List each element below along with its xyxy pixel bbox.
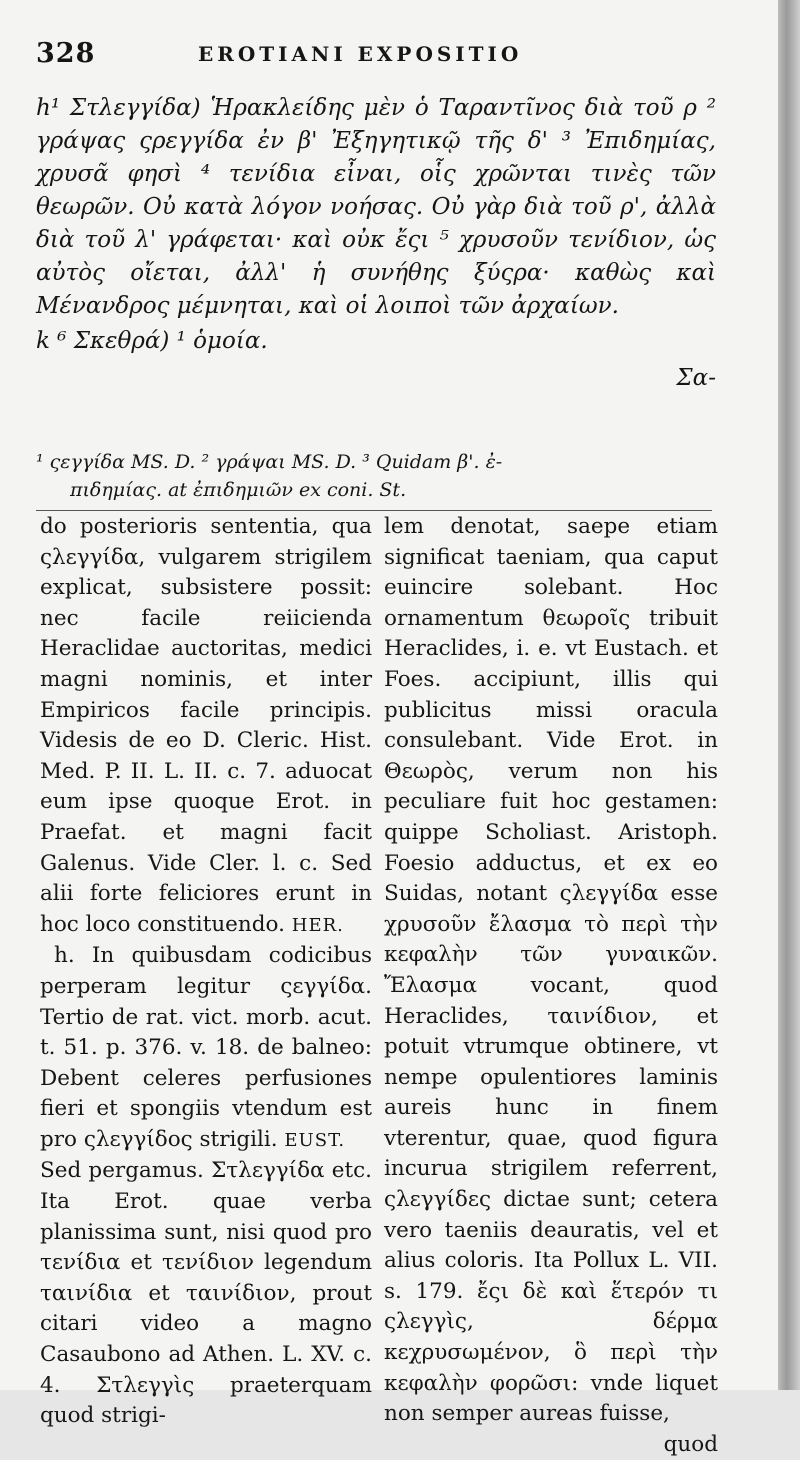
commentary-paragraph: do posterioris sententia, qua ςλεγγίδα, vulgarem strigilem explicat, subsistere possit: nec facile reiicienda Heraclidae auctoritas, medici magni nominis, et inter Empiricos facile principis. Videsis de eo D. Cleric. Hist. Med. P. II. L. II. c. 7. aduocat eum ipse quoque Erot. in Praefat. et magni facit Galenus. Vide Cler. l. c. Sed alii forte feliciores erunt in hoc loco constituendo. HER. <box>40 514 372 937</box>
apparatus-line: πιδημίας. at ἐπιδημιῶν ex coni. St. <box>70 479 407 501</box>
apparatus-line: ¹ ςεγγίδα MS. D. ² γράψαι MS. D. ³ Quidam β'. ἐ- <box>36 451 503 473</box>
author-sign: EUST. <box>284 1129 346 1151</box>
author-sign: HER. <box>291 914 344 936</box>
page-header <box>36 38 716 74</box>
commentary-paragraph: Sed pergamus. Στλεγγίδα etc. Ita Erot. quae verba planissima sunt, nisi quod pro τενίδια et τενίδιον legendum ταινίδια et ταινίδιον, prout citari video a magno Casaubono ad Athen. L. XV. c. 4. Στλεγγὶς praeterquam quod strigi- <box>40 1158 372 1429</box>
commentary-left-column <box>40 512 372 1432</box>
commentary-right-column <box>384 512 718 1460</box>
catchword: quod <box>663 1431 718 1457</box>
greek-catchword: Σα- <box>676 365 716 391</box>
running-title: EROTIANI EXPOSITIO <box>198 42 523 66</box>
page-edge <box>778 0 800 1390</box>
greek-entry-k: k ⁶ Σκεθρά) ¹ ὁμοία. <box>36 328 268 354</box>
commentary-paragraph: lem denotat, saepe etiam significat taeniam, qua caput euincire solebant. Hoc ornamentum θεωροῖς tribuit Heraclides, i. e. vt Eustach. et Foes. accipiunt, illis qui publicitus missi oracula consulebant. Vide Erot. in Θεωρὸς, verum non his peculiare fuit hoc gestamen: quippe Scholiast. Aristoph. Foesio adductus, et ex eo Suidas, notant ςλεγγίδα esse χρυσοῦν ἔλασμα τὸ περὶ τὴν κεφαλὴν τῶν γυναικῶν. Ἔλασμα vocant, quod Heraclides, ταινίδιον, et potuit vtrumque obtinere, vt nempe opulentiores laminis aureis hunc in finem vterentur, quae, quod figura incurua strigilem referrent, ςλεγγίδες dictae sunt; cetera vero taeniis deauratis, vel et alius coloris. Ita Pollux L. VII. s. 179. ἔςι δὲ καὶ ἕτερόν τι ςλεγγὶς, δέρμα κεχρυσωμένον, ὃ περὶ τὴν κεφαλὴν φορῶσι: vnde liquet non semper aureas fuisse, <box>384 514 718 1427</box>
greek-text-block <box>36 92 716 395</box>
commentary-paragraph: h. In quibusdam codicibus perperam legitur ςεγγίδα. Tertio de rat. vict. morb. acut. t. 51. p. 376. v. 18. de balneo: Debent celeres perfusiones fieri et spongiis vtendum est pro ςλεγγίδος strigili. EUST. <box>40 943 372 1152</box>
page-number: 328 <box>36 38 96 69</box>
divider <box>36 510 712 511</box>
critical-apparatus <box>36 448 716 504</box>
greek-entry-h: h¹ Στλεγγίδα) Ἡρακλείδης μὲν ὁ Ταραντῖνος διὰ τοῦ ρ ² γράψας ςρεγγίδα ἐν β' Ἐξηγητικῷ τῆς δ' ³ Ἐπιδημίας, χρυσᾶ φησὶ ⁴ τενίδια εἶναι, οἷς χρῶνται τινὲς τῶν θεωρῶν. Οὐ κατὰ λόγον νοήσας. Οὐ γὰρ διὰ τοῦ ρ', ἀλλὰ διὰ τοῦ λ' γράφεται· καὶ οὐκ ἔςι ⁵ χρυσοῦν τενίδιον, ὡς αὐτὸς οἴεται, ἀλλ' ἡ συνήθης ξύςρα· καθὼς καὶ Μένανδρος μέμνηται, καὶ οἱ λοιποὶ τῶν ἀρχαίων. <box>36 95 716 319</box>
